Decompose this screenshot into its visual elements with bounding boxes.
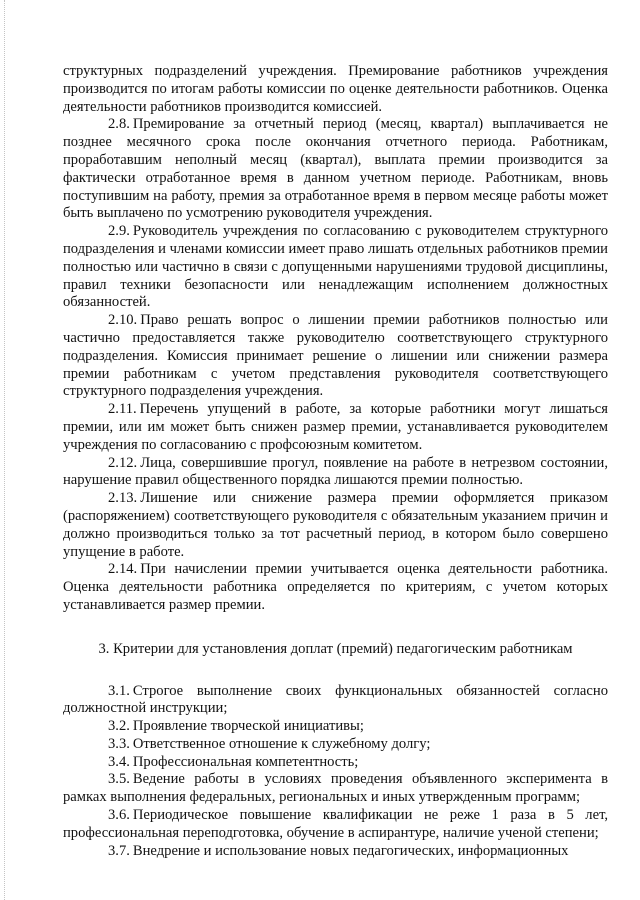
criterion-3-1: 3.1. Строгое выполнение своих функциональных обязанностей согласно должностной инструкции; [63, 682, 608, 717]
document-body [63, 63, 608, 860]
criterion-3-3: 3.3. Ответственное отношение к служебному долгу; [108, 735, 431, 752]
paragraph-2-12: 2.12. Лица, совершившие прогул, появление на работе в нетрезвом состоянии, нарушение правил общественного порядка лишаются премии полностью. [63, 454, 608, 489]
paragraph-2-11: 2.11. Перечень упущений в работе, за которые работники могут лишаться премии, или им может быть снижен размер премии, устанавливается руководителем учреждения по согласованию с профсоюзным комитетом. [63, 401, 608, 453]
criterion-3-2: 3.2. Проявление творческой инициативы; [108, 718, 364, 735]
paragraph-2-8: 2.8. Премирование за отчетный период (месяц, квартал) выплачивается не позднее месячного срока после окончания отчетного периода. Работникам, проработавшим неполный месяц (квартал), выплата премии производится за фактически отработанное время в данном учетном периоде. Работникам, вновь поступившим на работу, премия за отработанное время в первом месяце работы может быть выплачено по усмотрению руководителя учреждения. [63, 116, 608, 222]
criterion-3-5: 3.5. Ведение работы в условиях проведения объявленного эксперимента в рамках выполнения федеральных, региональных и иных утвержденным программ; [63, 771, 608, 806]
paragraph-2-10: 2.10. Право решать вопрос о лишении премии работников полностью или частично предоставляется также руководителю соответствующего структурного подразделения. Комиссия принимает решение о лишении или снижении размера премии работникам с учетом представления руководителя соответствующего структурного подразделения учреждения. [63, 312, 608, 400]
paragraph-2-9: 2.9. Руководитель учреждения по согласованию с руководителем структурного подразделения и членами комиссии имеет право лишать отдельных работников премии полностью или частично в связи с допущенными нарушениями трудовой дисциплины, правил техники безопасности или ненадлежащим исполнением должностных обязанностей. [63, 223, 608, 311]
criterion-3-7: 3.7. Внедрение и использование новых педагогических, информационных [108, 842, 569, 859]
criterion-3-4: 3.4. Профессиональная компетентность; [108, 753, 359, 770]
criterion-3-6: 3.6. Периодическое повышение квалификации не реже 1 раза в 5 лет, профессиональная переподготовка, обучение в аспирантуре, наличие ученой степени; [63, 807, 608, 841]
paragraph-continuation: структурных подразделений учреждения. Премирование работников учреждения производится по итогам работы комиссии по оценке деятельности работников. Оценка деятельности работников производится комиссией. [63, 63, 608, 115]
scan-edge-line [4, 0, 6, 900]
paragraph-2-14: 2.14. При начислении премии учитывается оценка деятельности работника. Оценка деятельности работника определяется по критериям, с учетом которых устанавливается размер премии. [63, 561, 608, 613]
section-title: 3. Критерии для установления доплат (премий) педагогическим работникам [98, 640, 573, 657]
paragraph-2-13: 2.13. Лишение или снижение размера премии оформляется приказом (распоряжением) соответствующего руководителя с обязательным указанием причин и должно производиться только за тот расчетный период, в котором было совершено упущение в работе. [63, 490, 608, 560]
